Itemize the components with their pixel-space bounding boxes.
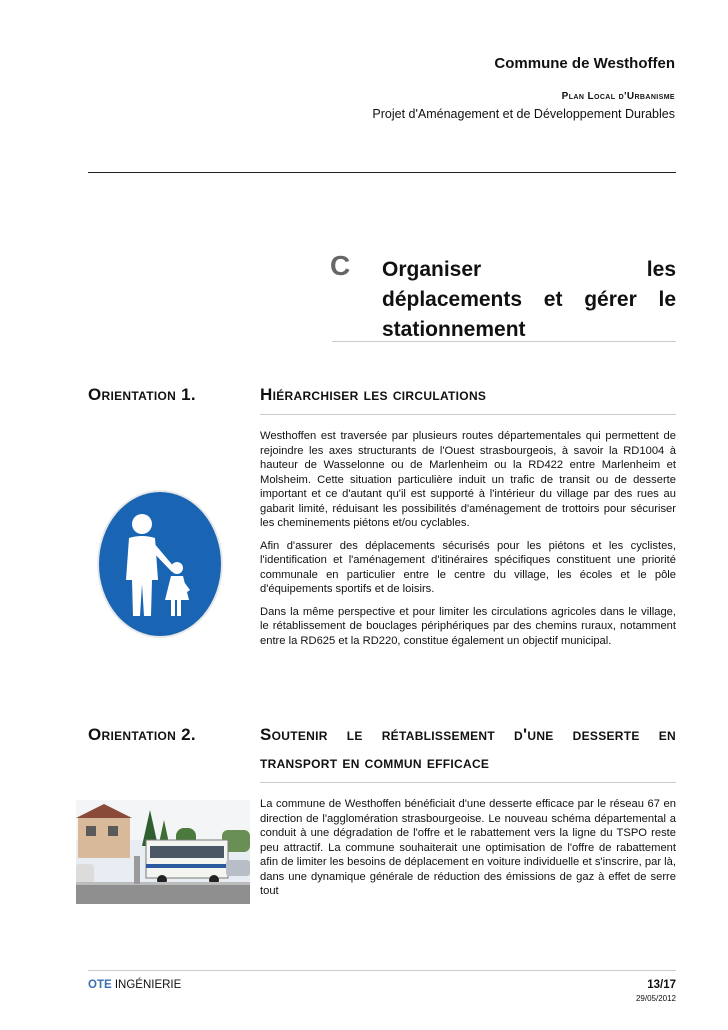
header-divider xyxy=(88,172,676,173)
orientation-1-divider xyxy=(260,414,676,415)
section-title-line: Organiser les xyxy=(382,258,676,281)
footer-date: 29/05/2012 xyxy=(635,994,676,1003)
bus-stop-photo xyxy=(76,800,250,904)
section-letter: C xyxy=(330,250,351,281)
pedestrian-path-sign-icon xyxy=(95,488,225,640)
orientation-2-divider xyxy=(260,782,676,783)
orientation-2-label: Orientation 2. xyxy=(88,725,196,744)
paragraph: La commune de Westhoffen bénéficiait d'une desserte efficace par le réseau 67 en direction de l'agglomération strasbourgeoise. Le nouveau schéma départemental a conduit à une dégradation de l'offre et le rabattement vers la ligne du TSPO reste peu attractif. La commune souhaiterait une optimisation de l'offre de rabattement afin de limiter les besoins de déplacement en voiture individuelle et s'inscrire, par là, dans une dynamique générale de réduction des émissions de gaz à effet de serre tout xyxy=(260,798,676,897)
paragraph: Dans la même perspective et pour limiter les circulations agricoles dans le village, le rétablissement de bouclages périphériques par des chemins ruraux, notamment entre la RD625 et la RD220, constitue également un objectif municipal. xyxy=(260,605,676,647)
orientation-2-body xyxy=(260,797,676,915)
section-title-line: déplacements et gérer le xyxy=(382,288,676,311)
section-divider xyxy=(332,341,676,342)
section-title xyxy=(382,255,676,345)
section-title-line: stationnement xyxy=(382,318,526,341)
header-commune: Commune de Westhoffen xyxy=(494,55,675,72)
footer-company xyxy=(88,979,181,991)
header-plan: Plan Local d'Urbanisme xyxy=(561,91,675,102)
company-brand: OTE xyxy=(88,979,112,991)
orientation-2-heading-line1: Soutenir le rétablissement d'une desserte en xyxy=(260,725,676,744)
footer-divider xyxy=(88,970,676,971)
page-number: 13/17 xyxy=(647,979,676,991)
orientation-2-heading-line2: transport en commun efficace xyxy=(260,753,490,772)
paragraph: Westhoffen est traversée par plusieurs routes départementales qui permettent de rejoindre les axes structurants de l'Ouest strasbourgeois, à savoir la RD1004 à hauteur de Wasselonne ou de Marlenheim ou la RD422 entre Marlenheim et Molsheim. Cette situation particulière induit un trafic de transit ou de desserte important et ce d'autant qu'il est supporté à l'intérieur du village par des rues au gabarit limité, réduisant les possibilités d'aménagement de trottoirs pour sécuriser les cheminements piétons et/ou cyclables. xyxy=(260,430,676,529)
orientation-1-heading: Hiérarchiser les circulations xyxy=(260,385,487,404)
paragraph: Afin d'assurer des déplacements sécurisés pour les piétons et les cyclistes, l'identification et l'aménagement d'itinéraires spécifiques constituent une priorité communale en particulier entre le centre du village, les écoles et le pôle d'équipements sportifs et de loisirs. xyxy=(260,539,676,595)
company-name: INGÉNIERIE xyxy=(111,979,182,991)
orientation-1-label: Orientation 1. xyxy=(88,385,196,404)
orientation-1-body xyxy=(260,429,676,656)
header-subtitle: Projet d'Aménagement et de Développement Durables xyxy=(372,107,675,121)
